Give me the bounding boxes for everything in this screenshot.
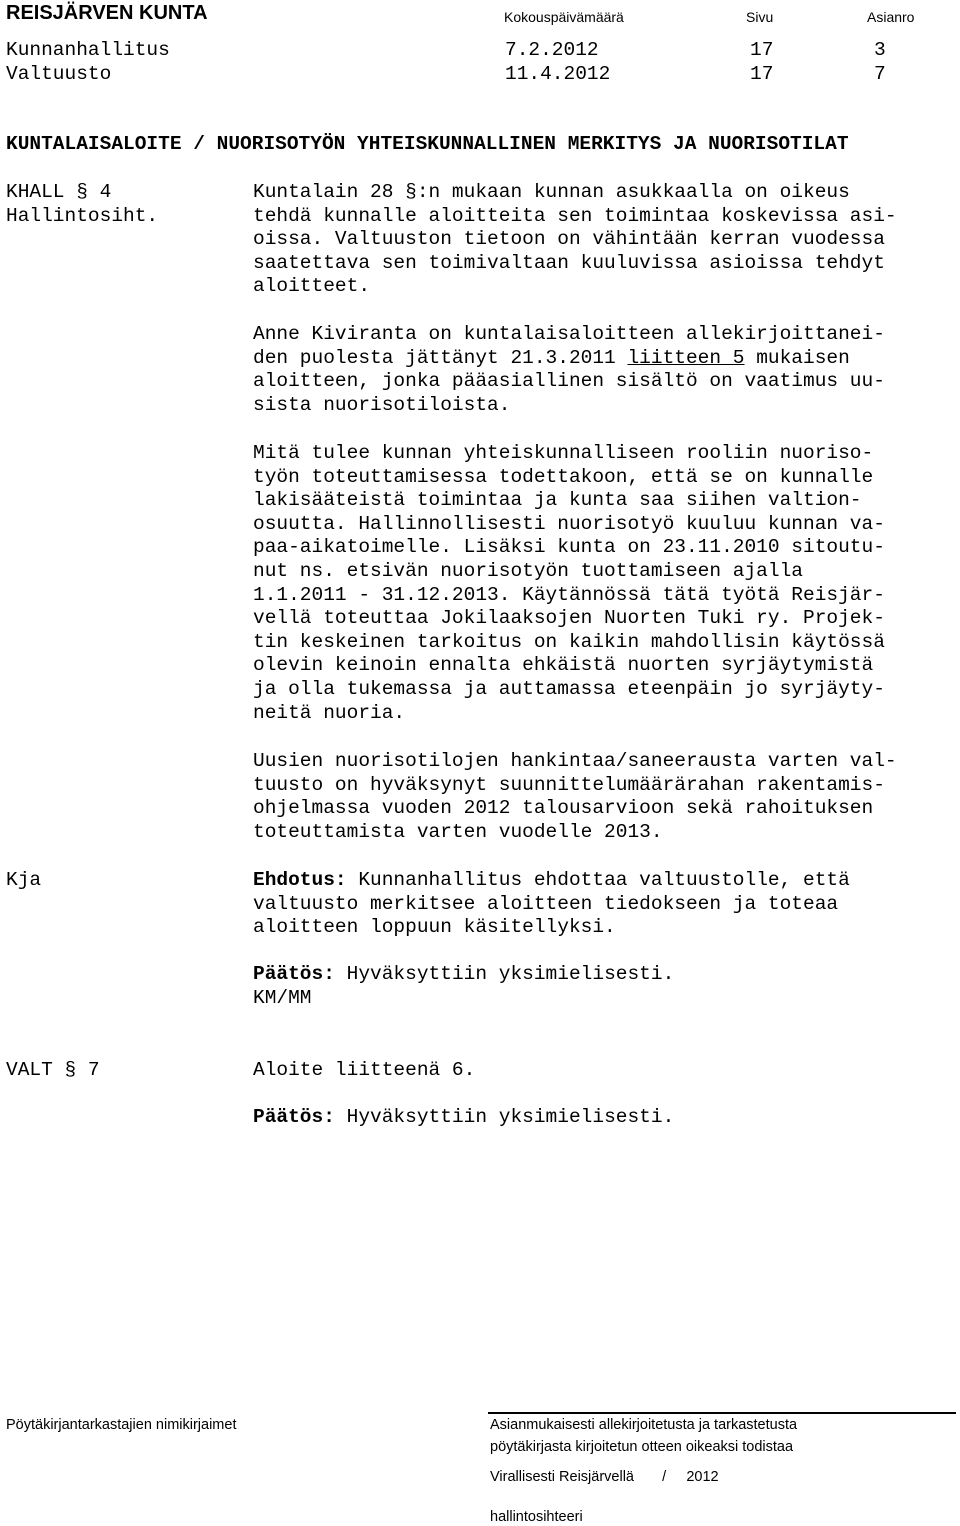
paragraph-line: tehdä kunnalle aloitteita sen toimintaa koskevissa asi- <box>253 204 897 227</box>
decision-label: Päätös: <box>253 1106 335 1128</box>
paragraph-youth-work <box>253 442 953 725</box>
footer-signer-title: hallintosihteeri <box>490 1509 583 1525</box>
paragraph-line: ja olla tukemassa ja auttamassa eteenpäin jo syrjäyty- <box>253 677 885 700</box>
paragraph-line: osuutta. Hallinnollisesti nuorisotyö kuuluu kunnan va- <box>253 512 885 535</box>
paragraph-line <box>253 1106 953 1130</box>
text-span: Hyväksyttiin yksimielisesti. <box>334 1106 675 1128</box>
paragraph-line <box>253 347 953 371</box>
footer-divider <box>488 1412 956 1414</box>
paragraph-line: saatettava sen toimivaltaan kuuluvissa asioissa tehdyt <box>253 251 885 274</box>
document-title: KUNTALAISALOITE / NUORISOTYÖN YHTEISKUNNALLINEN MERKITYS JA NUORISOTILAT <box>6 133 849 155</box>
decision-label: Päätös: <box>253 963 335 985</box>
paragraph-line: aloitteet. <box>253 275 371 298</box>
paragraph-line: oissa. Valtuuston tietoon on vähintään kerran vuodessa <box>253 228 885 251</box>
paragraph-line: Anne Kiviranta on kuntalaisaloitteen allekirjoittanei- <box>253 323 885 345</box>
paragraph-line <box>253 963 953 987</box>
paragraph-line: olevin keinoin ennalta ehkäistä nuorten syrjäytymistä <box>253 654 874 677</box>
valt-decision-block <box>253 1106 953 1130</box>
attachment-link[interactable]: liitteen 5 <box>627 346 745 369</box>
text-span: mukaisen <box>744 346 850 369</box>
header-item-2: 7 <box>874 63 886 85</box>
khall-reference: KHALL § 4 <box>6 181 112 203</box>
paragraph-line <box>253 869 953 893</box>
paragraph-line: ohjelmassa vuoden 2012 talousarvioon sekä rahoituksen <box>253 797 874 820</box>
valt-attachment-line <box>253 1059 953 1083</box>
paragraph-line: tin keskeinen tarkoitus on kaikin mahdollisin käytössä <box>253 630 885 653</box>
footer-inspectors-label: Pöytäkirjantarkastajien nimikirjaimet <box>6 1417 237 1433</box>
footer-certification-line-1: Asianmukaisesti allekirjoitetusta ja tarkastetusta <box>490 1417 798 1433</box>
paragraph-line: nut ns. etsivän nuorisotyön tuottamiseen ajalla <box>253 559 803 582</box>
footer-place-date: Virallisesti Reisjärvellä / 2012 <box>490 1469 719 1485</box>
text-span: Hyväksyttiin yksimielisesti. <box>334 963 675 985</box>
paragraph-line: Kuntalain 28 §:n mukaan kunnan asukkaalla on oikeus <box>253 181 850 203</box>
header-page-1: 17 <box>750 39 774 61</box>
header-body-2: Valtuusto <box>6 63 112 85</box>
preparer-label: Hallintosiht. <box>6 205 159 227</box>
header-label-date: Kokouspäivämäärä <box>504 9 624 25</box>
kja-label: Kja <box>6 869 42 891</box>
decision-block <box>253 963 953 1010</box>
header-body-1: Kunnanhallitus <box>6 39 170 61</box>
text-span: den puolesta jättänyt 21.3.2011 <box>253 346 628 369</box>
organization-name: REISJÄRVEN KUNTA <box>6 2 208 24</box>
header-label-item: Asianro <box>867 9 915 25</box>
paragraph-line: työn toteuttamisessa todettakoon, että se on kunnalle <box>253 465 874 488</box>
paragraph-line: vellä toteuttaa Jokilaaksojen Nuorten Tuki ry. Projek- <box>253 607 885 630</box>
paragraph-line: aloitteen loppuun käsitellyksi. <box>253 916 616 939</box>
paragraph-line: Mitä tulee kunnan yhteiskunnalliseen rooliin nuoriso- <box>253 442 874 464</box>
paragraph-line: neitä nuoria. <box>253 701 406 724</box>
paragraph-line: 1.1.2011 - 31.12.2013. Käytännössä tätä työtä Reisjär- <box>253 583 885 606</box>
proposal-label: Ehdotus: <box>253 869 347 891</box>
paragraph-line: lakisääteistä toimintaa ja kunta saa siihen valtion- <box>253 489 862 512</box>
paragraph-line: valtuusto merkitsee aloitteen tiedokseen ja toteaa <box>253 892 839 915</box>
header-date-2: 11.4.2012 <box>505 63 611 85</box>
header-date-1: 7.2.2012 <box>505 39 599 61</box>
footer-certification-line-2: pöytäkirjasta kirjoitetun otteen oikeaksi todistaa <box>490 1439 794 1455</box>
header-page-2: 17 <box>750 63 774 85</box>
paragraph-line: paa-aikatoimelle. Lisäksi kunta on 23.11.2010 sitoutu- <box>253 536 885 559</box>
header-item-1: 3 <box>874 39 886 61</box>
valt-reference: VALT § 7 <box>6 1059 100 1081</box>
paragraph-line: toteuttamista varten vuodelle 2013. <box>253 820 663 843</box>
paragraph-line: Aloite liitteenä 6. <box>253 1059 476 1081</box>
initials: KM/MM <box>253 986 312 1009</box>
paragraph-budget <box>253 750 953 844</box>
paragraph-line: tuusto on hyväksynyt suunnittelumäärärahan rakentamis- <box>253 773 885 796</box>
paragraph-line: Uusien nuorisotilojen hankintaa/saneerausta varten val- <box>253 750 897 772</box>
text-span: Kunnanhallitus ehdottaa valtuustolle, että <box>346 869 850 891</box>
paragraph-line: sista nuorisotiloista. <box>253 393 511 416</box>
paragraph-initiative <box>253 323 953 417</box>
proposal-block <box>253 869 953 940</box>
paragraph-line: aloitteen, jonka pääasiallinen sisältö on vaatimus uu- <box>253 370 885 393</box>
paragraph-law <box>253 181 953 299</box>
header-label-page: Sivu <box>746 9 774 25</box>
